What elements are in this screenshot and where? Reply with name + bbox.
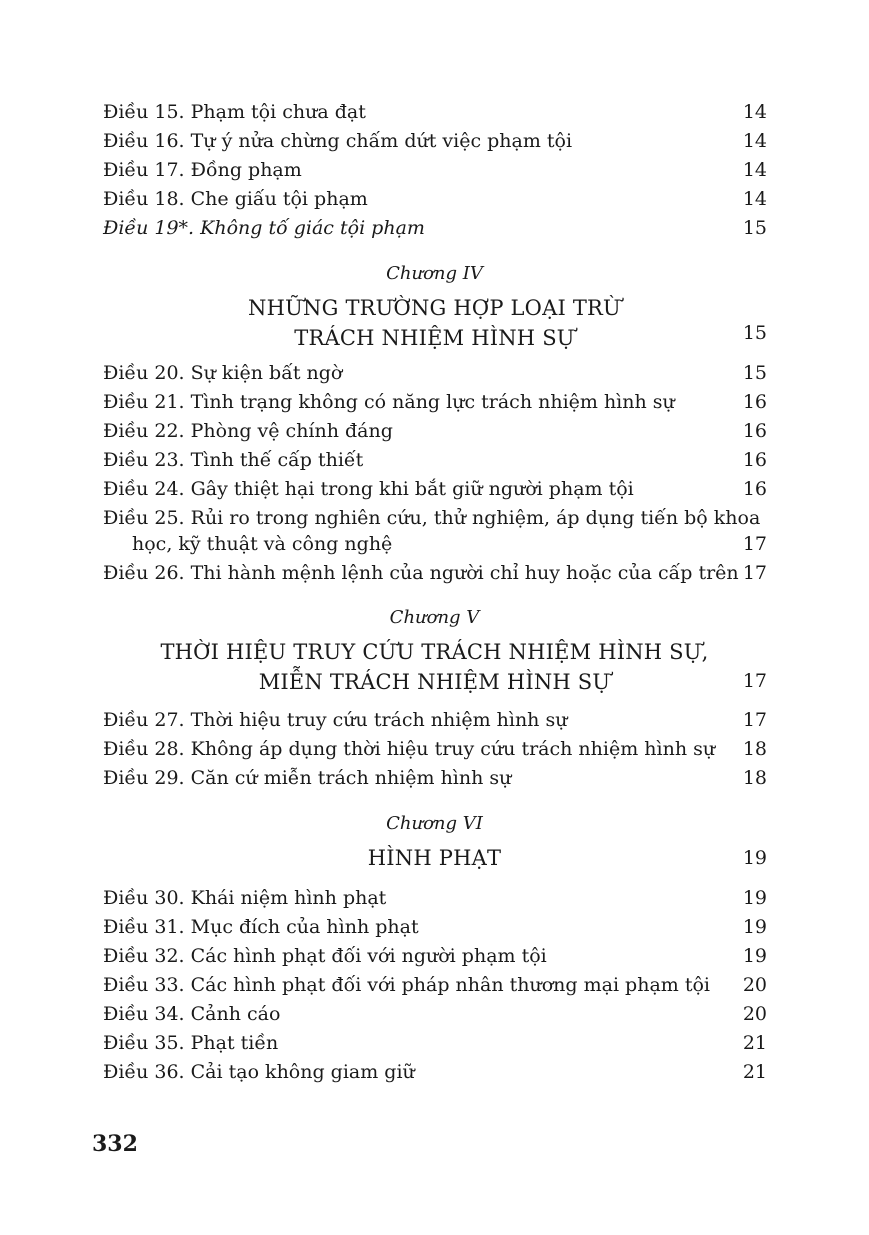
entry-page: 18 — [742, 767, 767, 789]
entry-page: 19 — [742, 945, 767, 967]
toc-entry — [103, 973, 767, 997]
entry-page: 20 — [742, 1003, 767, 1025]
toc-entry — [103, 100, 767, 124]
entry-page: 16 — [742, 449, 767, 471]
entry-page: 14 — [742, 159, 767, 181]
entry-title: Điều 29. Căn cứ miễn trách nhiệm hình sự — [103, 767, 512, 789]
toc-entry — [103, 129, 767, 153]
entry-title: Điều 32. Các hình phạt đối với người phạm tội — [103, 945, 547, 967]
entry-title: Điều 36. Cải tạo không giam giữ — [103, 1061, 415, 1083]
chapter-title: THỜI HIỆU TRUY CỨU TRÁCH NHIỆM HÌNH SỰ, — [160, 640, 709, 664]
toc-entry — [103, 915, 767, 939]
entry-page: 14 — [742, 130, 767, 152]
entry-title: Điều 20. Sự kiện bất ngờ — [103, 362, 343, 384]
entry-title-continuation: học, kỹ thuật và công nghệ — [132, 533, 393, 555]
entry-title: Điều 18. Che giấu tội phạm — [103, 188, 368, 210]
toc-entry — [103, 477, 767, 501]
entry-page: 14 — [742, 101, 767, 123]
chapter-label: Chương VI — [386, 813, 483, 834]
toc-entry — [103, 1002, 767, 1026]
entry-title: Điều 30. Khái niệm hình phạt — [103, 887, 387, 909]
entry-page: 20 — [742, 974, 767, 996]
toc-entry — [103, 506, 767, 558]
chapter-title: TRÁCH NHIỆM HÌNH SỰ — [294, 326, 575, 350]
toc-entry — [103, 158, 767, 182]
entry-page: 16 — [742, 420, 767, 442]
entry-page: 16 — [742, 391, 767, 413]
entry-title: Điều 25. Rủi ro trong nghiên cứu, thử nghiệm, áp dụng tiến bộ khoa — [103, 507, 761, 529]
entry-page: 17 — [742, 562, 767, 584]
entry-title: Điều 31. Mục đích của hình phạt — [103, 916, 419, 938]
entry-page: 18 — [742, 738, 767, 760]
entry-page: 21 — [742, 1032, 767, 1054]
toc-entry — [103, 216, 767, 240]
entry-title: Điều 34. Cảnh cáo — [103, 1003, 281, 1025]
toc-entry — [103, 944, 767, 968]
entry-page: 21 — [742, 1061, 767, 1083]
chapter-page: 15 — [742, 322, 767, 344]
toc-entry — [103, 1031, 767, 1055]
entry-title: Điều 35. Phạt tiền — [103, 1032, 279, 1054]
entry-page: 19 — [742, 916, 767, 938]
toc-entry — [103, 708, 767, 732]
entry-title: Điều 28. Không áp dụng thời hiệu truy cứu trách nhiệm hình sự — [103, 738, 716, 760]
toc-entry — [103, 419, 767, 443]
entry-title: Điều 27. Thời hiệu truy cứu trách nhiệm hình sự — [103, 709, 568, 731]
toc-entry — [103, 448, 767, 472]
toc-entry — [103, 390, 767, 414]
entry-title: Điều 33. Các hình phạt đối với pháp nhân thương mại phạm tội — [103, 974, 710, 996]
toc-entry — [103, 766, 767, 790]
chapter-title: HÌNH PHẠT — [367, 846, 502, 870]
chapter-page: 19 — [742, 847, 767, 869]
entry-title: Điều 19*. Không tố giác tội phạm — [103, 217, 425, 239]
chapter-title: NHỮNG TRƯỜNG HỢP LOẠI TRỪ — [248, 296, 621, 320]
chapter-label: Chương V — [389, 607, 480, 628]
entry-title: Điều 15. Phạm tội chưa đạt — [103, 101, 366, 123]
entry-page: 17 — [742, 533, 767, 555]
entry-title: Điều 24. Gây thiệt hại trong khi bắt giữ người phạm tội — [103, 478, 634, 500]
entry-page: 15 — [742, 217, 767, 239]
entry-title: Điều 23. Tình thế cấp thiết — [103, 449, 364, 471]
entry-title: Điều 22. Phòng vệ chính đáng — [103, 420, 393, 442]
toc-entry — [103, 361, 767, 385]
entry-title: Điều 16. Tự ý nửa chừng chấm dứt việc phạm tội — [103, 130, 573, 152]
toc-entry — [103, 561, 767, 585]
toc-entry — [103, 886, 767, 910]
entry-title: Điều 17. Đồng phạm — [103, 159, 302, 181]
chapter-page: 17 — [742, 670, 767, 692]
chapter-title: MIỄN TRÁCH NHIỆM HÌNH SỰ — [258, 670, 611, 694]
entry-title: Điều 26. Thi hành mệnh lệnh của người chỉ huy hoặc của cấp trên — [103, 562, 739, 584]
entry-page: 15 — [742, 362, 767, 384]
toc-entry — [103, 187, 767, 211]
entry-title: Điều 21. Tình trạng không có năng lực trách nhiệm hình sự — [103, 391, 675, 413]
toc-entry — [103, 1060, 767, 1084]
entry-page: 16 — [742, 478, 767, 500]
entry-page: 17 — [742, 709, 767, 731]
entry-page: 19 — [742, 887, 767, 909]
toc-entry — [103, 737, 767, 761]
page-number: 332 — [92, 1131, 138, 1157]
entry-page: 14 — [742, 188, 767, 210]
chapter-label: Chương IV — [386, 263, 483, 284]
